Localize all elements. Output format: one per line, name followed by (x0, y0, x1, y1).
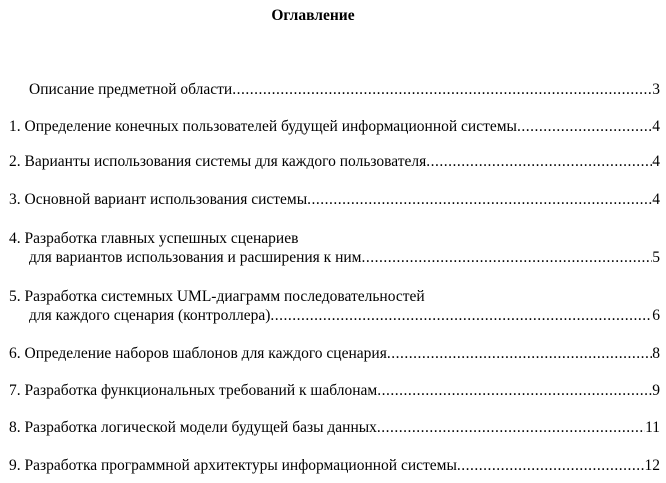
toc-title: Оглавление (271, 7, 355, 24)
toc-entry-line (0, 117, 660, 136)
toc-entry[interactable] (0, 229, 660, 267)
toc-entry-line (0, 456, 660, 475)
toc-entry[interactable] (0, 344, 660, 363)
toc-entry-label: Описание предметной области (29, 81, 233, 98)
toc-entry[interactable] (0, 381, 660, 400)
toc-entry[interactable] (0, 80, 660, 99)
toc-page-number: 9 (652, 382, 660, 399)
toc-entry-line (0, 381, 660, 400)
toc-entry[interactable] (0, 456, 660, 475)
toc-entry-label: 1. Определение конечных пользователей будущей информационной системы (9, 118, 517, 135)
toc-entry[interactable] (0, 190, 660, 209)
toc-entry-label: 2. Варианты использования системы для каждого пользователя (9, 153, 427, 170)
toc-entry-label: для вариантов использования и расширения к ним (29, 249, 362, 266)
toc-entry-line (0, 190, 660, 209)
toc-dot-leader (517, 117, 652, 136)
toc-page-number: 11 (645, 419, 660, 436)
toc-dot-leader (270, 306, 652, 325)
toc-page-number: 4 (652, 153, 660, 170)
toc-dot-leader (232, 80, 652, 99)
toc-page-number: 8 (652, 345, 660, 362)
toc-entry[interactable] (0, 418, 660, 437)
toc-entry-line (0, 152, 660, 171)
toc-entry[interactable] (0, 287, 660, 325)
toc-page-number: 6 (652, 307, 660, 324)
toc-entry-label: 3. Основной вариант использования системы (9, 191, 308, 208)
toc-dot-leader (361, 248, 652, 267)
toc-entry-label: 9. Разработка программной архитектуры информационной системы (9, 457, 457, 474)
toc-page-number: 4 (652, 191, 660, 208)
toc-entry[interactable] (0, 152, 660, 171)
toc-dot-leader (457, 456, 645, 475)
toc-entry-label: 8. Разработка логической модели будущей базы данных (9, 419, 377, 436)
toc-entry-line (0, 306, 660, 325)
toc-page-number: 12 (644, 457, 660, 474)
toc-page-number: 4 (652, 118, 660, 135)
toc-entry-line (0, 418, 660, 437)
toc-entry-line (0, 229, 660, 248)
toc-entry-label: для каждого сценария (контроллера) (29, 307, 271, 324)
toc-entry-label: 4. Разработка главных успешных сценариев (9, 230, 299, 247)
toc-dot-leader (387, 344, 652, 363)
toc-entry-label: 6. Определение наборов шаблонов для каждого сценария (9, 345, 387, 362)
toc-dot-leader (377, 418, 645, 437)
toc-entry-line (0, 344, 660, 363)
toc-entry-line (0, 248, 660, 267)
toc-entry[interactable] (0, 117, 660, 136)
toc-entry-label: 5. Разработка системных UML-диаграмм последовательностей (9, 288, 425, 305)
toc-dot-leader (307, 190, 652, 209)
toc-page-number: 5 (652, 249, 660, 266)
toc-dot-leader (426, 152, 652, 171)
toc-dot-leader (377, 381, 652, 400)
toc-entry-line (0, 80, 660, 99)
toc-entry-line (0, 287, 660, 306)
toc-page-number: 3 (652, 81, 660, 98)
toc-entry-label: 7. Разработка функциональных требований к шаблонам (9, 382, 378, 399)
